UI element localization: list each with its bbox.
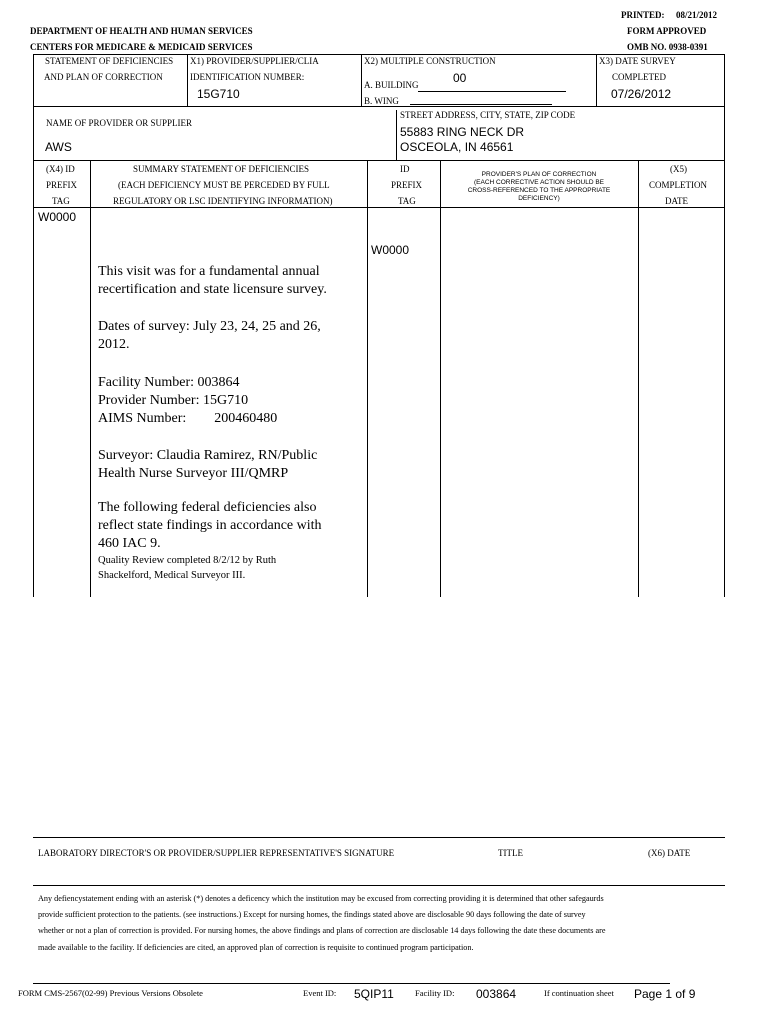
facility-number: Facility Number: 003864	[98, 375, 240, 390]
facility-id-label: Facility ID:	[415, 988, 455, 998]
event-id-value: 5QIP11	[354, 987, 394, 1001]
page-number: Page 1 of 9	[634, 987, 696, 1001]
paragraph-federal: The following federal deficiencies also reflect state findings in accordance with 460 IAC 9.	[98, 500, 322, 551]
summary-label-3: REGULATORY OR LSC IDENTIFYING INFORMATION)	[113, 196, 333, 206]
wing-label: B. WING	[364, 96, 399, 106]
department-title: DEPARTMENT OF HEALTH AND HUMAN SERVICES	[30, 26, 253, 36]
id-label-3: TAG	[398, 196, 416, 206]
x1-label-1: X1) PROVIDER/SUPPLIER/CLIA	[190, 56, 319, 66]
disclaimer-text: Any defiencystatement ending with an asterisk (*) denotes a deficency which the institution may be excused from correcting providing it is determined that other safegaurds provide sufficient protection to the patients. (see instructions.) Except for nursing homes, the findings stated above are disclosable 90 days following the date of survey whether or not a plan of correction is provided. For nursing homes, the above findings and plans of correction are disclosable 14 days following the date these documents are made available to the facility. If deficiencies are cited, an approved plan of correction is requisite to continued program participation.	[38, 894, 606, 952]
plan-label-4: DEFICIENCY)	[518, 195, 560, 202]
printed-label: PRINTED:	[621, 10, 665, 20]
form-number: FORM CMS-2567(02-99) Previous Versions Obsolete	[18, 988, 203, 998]
printed-date: 08/21/2012	[676, 10, 718, 20]
plan-label-3: CROSS-REFERENCED TO THE APPROPRIATE	[467, 187, 611, 194]
paragraph-visit: This visit was for a fundamental annual recertification and state licensure survey.	[98, 264, 327, 297]
x2-label: X2) MULTIPLE CONSTRUCTION	[364, 56, 496, 66]
address-line-1: 55883 RING NECK DR	[400, 125, 525, 139]
plan-label-2: (EACH CORRECTIVE ACTION SHOULD BE	[473, 179, 605, 186]
paragraph-quality-review: Quality Review completed 8/2/12 by Ruth Shackelford, Medical Surveyor III.	[98, 555, 277, 581]
tag-left: W0000	[38, 210, 77, 224]
provider-name-value: AWS	[45, 140, 72, 154]
provider-name-label: NAME OF PROVIDER OR SUPPLIER	[46, 118, 193, 128]
plan-label-1: PROVIDER'S PLAN OF CORRECTION	[481, 171, 597, 178]
form-approved: FORM APPROVED	[627, 26, 707, 36]
x5-label-3: DATE	[665, 196, 688, 206]
id-label-2: PREFIX	[391, 180, 423, 190]
x4-label-2: PREFIX	[46, 180, 78, 190]
summary-label-2: (EACH DEFICIENCY MUST BE PERCEDED BY FULL	[118, 180, 330, 190]
event-id-label: Event ID:	[303, 988, 337, 998]
continuation-label: If continuation sheet	[544, 988, 614, 998]
x4-label-3: TAG	[52, 196, 70, 206]
address-line-2: OSCEOLA, IN 46561	[400, 140, 514, 154]
statement-label-2: AND PLAN OF CORRECTION	[44, 72, 163, 82]
id-label-1: ID	[400, 164, 410, 174]
aims-number: AIMS Number: 200460480	[98, 411, 278, 426]
x5-label-2: COMPLETION	[649, 180, 707, 190]
building-value: 00	[453, 71, 467, 85]
provider-id-value: 15G710	[197, 87, 240, 101]
x6-date-label: (X6) DATE	[648, 848, 691, 858]
x3-label-2: COMPLETED	[612, 72, 666, 82]
building-label: A. BUILDING	[364, 80, 419, 90]
title-label: TITLE	[498, 848, 523, 858]
centers-title: CENTERS FOR MEDICARE & MEDICAID SERVICES	[30, 42, 253, 52]
x4-label-1: (X4) ID	[46, 164, 75, 174]
address-label: STREET ADDRESS, CITY, STATE, ZIP CODE	[400, 110, 576, 120]
provider-number: Provider Number: 15G710	[98, 393, 249, 408]
omb-number: OMB NO. 0938-0391	[627, 42, 708, 52]
tag-right: W0000	[371, 243, 410, 257]
facility-id-value: 003864	[476, 987, 517, 1001]
signature-label: LABORATORY DIRECTOR'S OR PROVIDER/SUPPLIER REPRESENTATIVE'S SIGNATURE	[38, 848, 395, 858]
x5-label-1: (X5)	[670, 164, 687, 174]
paragraph-dates: Dates of survey: July 23, 24, 25 and 26, 2012.	[98, 319, 321, 352]
x1-label-2: IDENTIFICATION NUMBER:	[190, 72, 305, 82]
summary-label-1: SUMMARY STATEMENT OF DEFICIENCIES	[133, 164, 310, 174]
survey-date-value: 07/26/2012	[611, 87, 672, 101]
paragraph-surveyor: Surveyor: Claudia Ramirez, RN/Public Health Nurse Surveyor III/QMRP	[98, 448, 318, 481]
statement-label-1: STATEMENT OF DEFICIENCIES	[45, 56, 174, 66]
x3-label-1: X3) DATE SURVEY	[599, 56, 676, 66]
